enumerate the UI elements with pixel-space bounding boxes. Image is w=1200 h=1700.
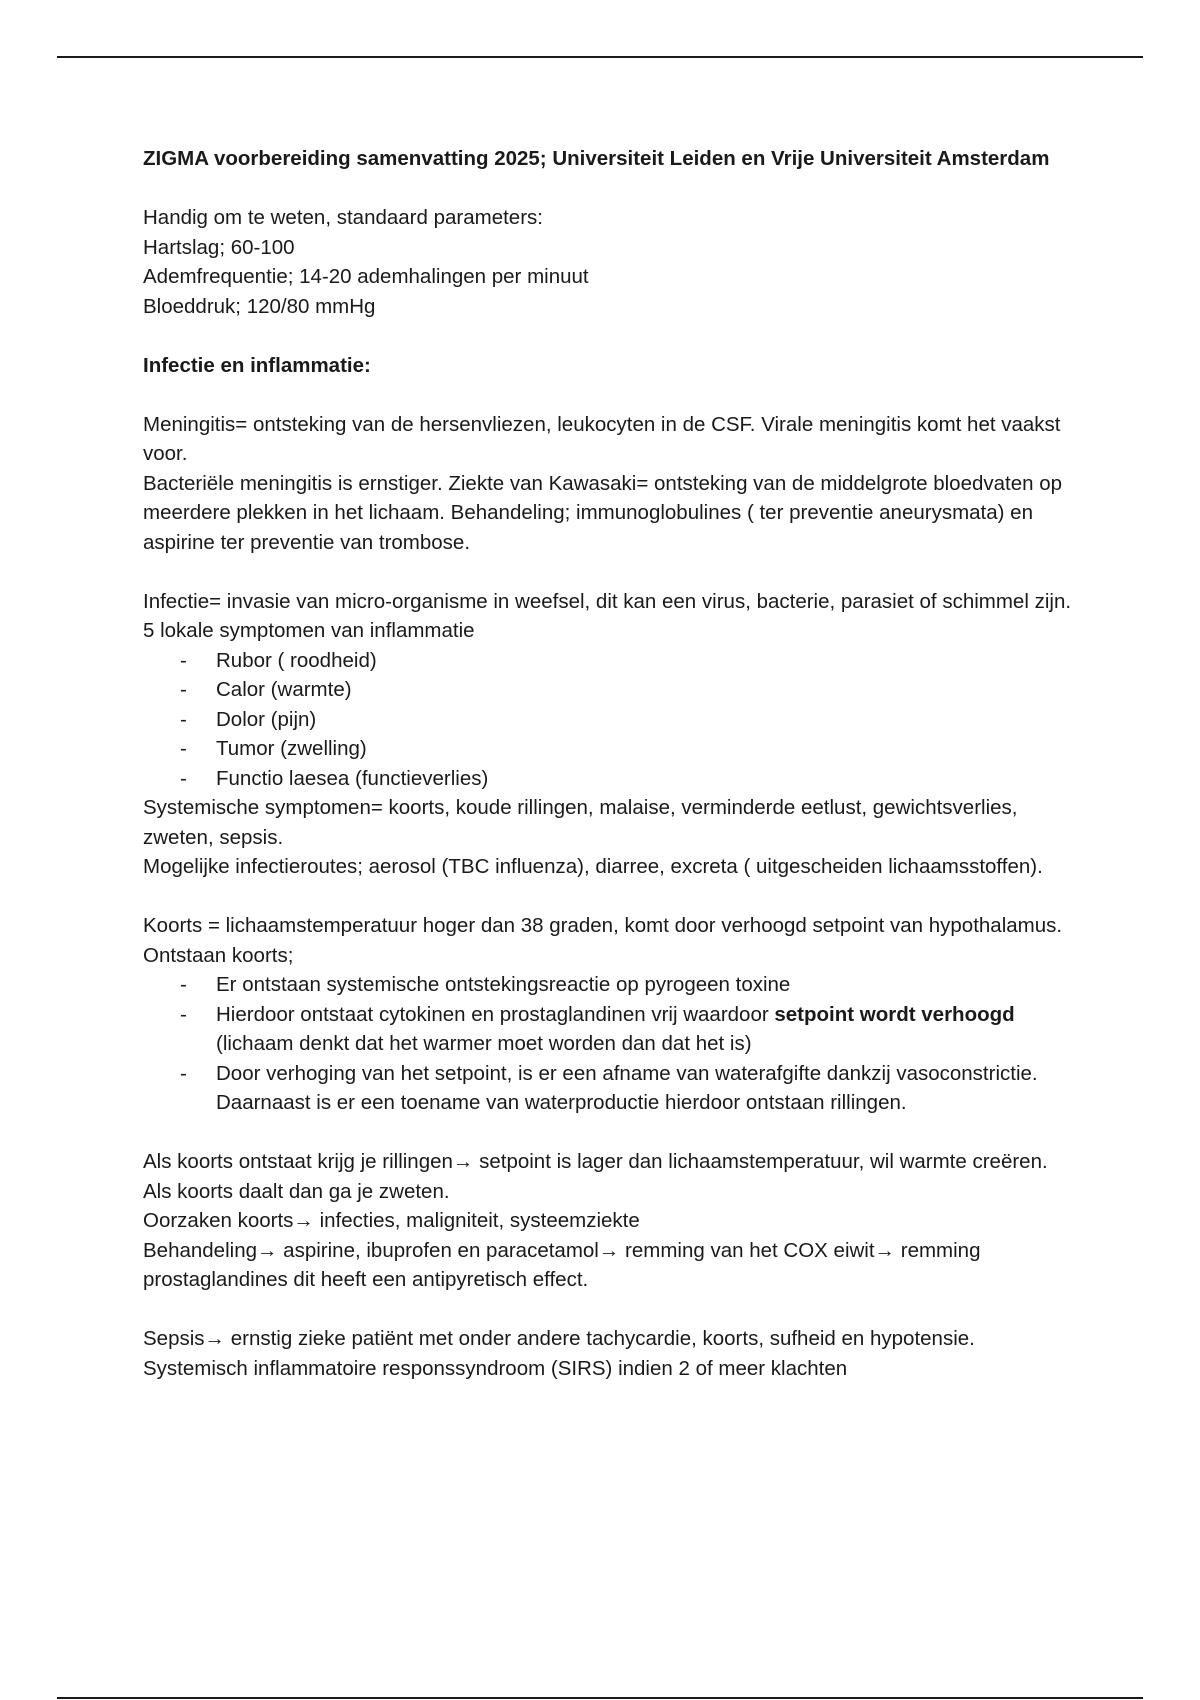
infection-intro: Infectie= invasie van micro-organisme in weefsel, dit kan een virus, bacterie, parasiet of schimmel zijn. 5 lokale symptomen van inflammatie [143,589,1072,642]
list-item: - Tumor (zwelling) [216,734,1073,764]
list-item [216,1000,1073,1059]
parameter-respiration: Ademfrequentie; 14-20 ademhalingen per minuut [143,265,589,288]
list-item: - Rubor ( roodheid) [216,646,1073,676]
fever-causes: Oorzaken koorts→ infecties, maligniteit, systeemziekte [143,1209,640,1232]
parameter-blood-pressure: Bloeddruk; 120/80 mmHg [143,294,376,318]
inflammation-symptom-list [143,646,1073,794]
list-item-text: (lichaam denkt dat het warmer moet worden dan dat het is) [216,1032,752,1055]
list-item: - Functio laesea (functieverlies) [216,764,1073,794]
section-heading: Infectie en inflammatie: [143,353,371,377]
fever-definition: Koorts = lichaamstemperatuur hoger dan 38 graden, komt door verhoogd setpoint van hypothalamus. [143,914,1063,937]
fever-chills: Als koorts ontstaat krijg je rillingen→ setpoint is lager dan lichaamstemperatuur, wil warmte creëren. Als koorts daalt dan ga je zweten. [143,1150,1048,1203]
parameters-intro: Handig om te weten, standaard parameters: [143,206,543,229]
document-body [143,144,1073,1383]
meningitis-paragraph: Meningitis= ontsteking van de hersenvliezen, leukocyten in de CSF. Virale meningitis komt het vaakst voor. [143,412,1061,465]
document-title: ZIGMA voorbereiding samenvatting 2025; Universiteit Leiden en Vrije Universiteit Amsterdam [143,147,1050,170]
header-rule [57,56,1143,58]
list-item: - Dolor (pijn) [216,705,1073,735]
fever-onset-list [143,970,1073,1118]
infection-routes: Mogelijke infectieroutes; aerosol (TBC influenza), diarree, excreta ( uitgescheiden lichaamsstoffen). [143,855,1043,878]
list-item: - Door verhoging van het setpoint, is er een afname van waterafgifte dankzij vasoconstrictie. Daarnaast is er een toename van waterproductie hierdoor ontstaan rillingen. [216,1059,1073,1118]
fever-treatment: Behandeling→ aspirine, ibuprofen en paracetamol→ remming van het COX eiwit→ remming prostaglandines dit heeft een antipyretisch effect. [143,1238,981,1291]
fever-onset-label: Ontstaan koorts; [143,943,294,967]
sepsis-paragraph: Sepsis→ ernstig zieke patiënt met onder andere tachycardie, koorts, sufheid en hypotensie. Systemisch inflammatoire responssyndroom (SIRS) indien 2 of meer klachten [143,1327,975,1380]
kawasaki-paragraph: Bacteriële meningitis is ernstiger. Ziekte van Kawasaki= ontsteking van de middelgrote bloedvaten op meerdere plekken in het lichaam. Behandeling; immunoglobulines ( ter preventie aneurysmata) en aspirine ter preventie van trombose. [143,471,1063,554]
list-item-text: Hierdoor ontstaat cytokinen en prostaglandinen vrij waardoor [216,1002,775,1026]
list-item: - Calor (warmte) [216,675,1073,705]
footer-rule [57,1697,1143,1699]
list-item-emphasis: setpoint wordt verhoogd [774,1002,1015,1026]
parameter-heart-rate: Hartslag; 60-100 [143,235,295,259]
list-item: - Er ontstaan systemische ontstekingsreactie op pyrogeen toxine [216,970,1073,1000]
systemic-symptoms: Systemische symptomen= koorts, koude rillingen, malaise, verminderde eetlust, gewichtsverlies, zweten, sepsis. [143,796,1018,849]
